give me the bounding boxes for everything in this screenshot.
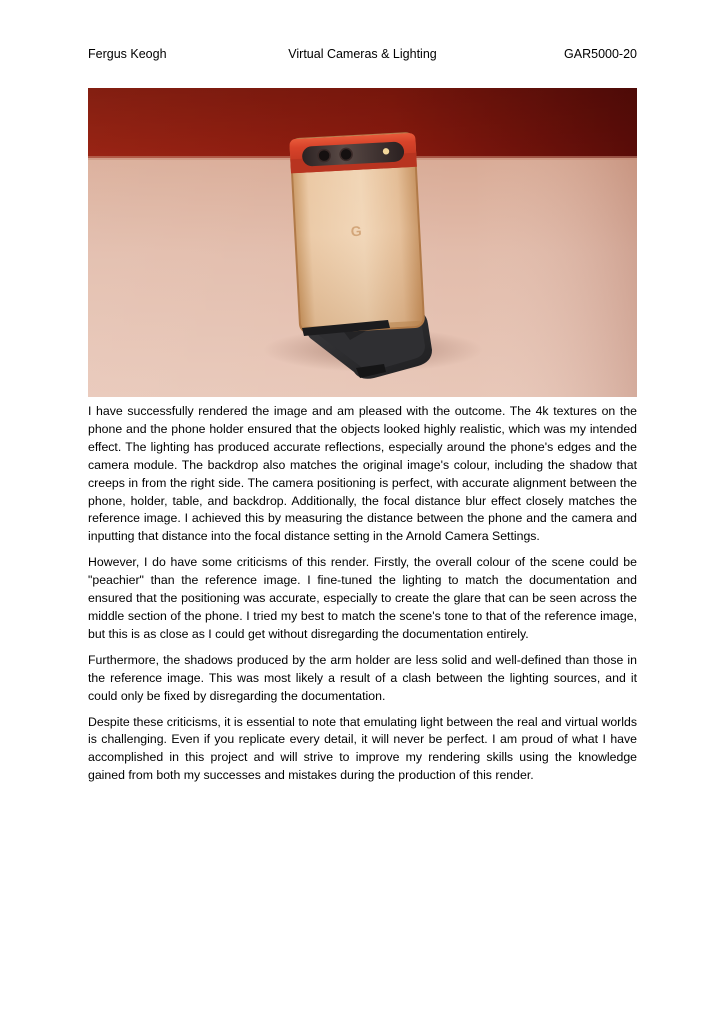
paragraph: Furthermore, the shadows produced by the arm holder are less solid and well-defined than those in the reference image. This was most likely a result of a clash between the lighting sources, and it could only be fixed by disregarding the documentation. xyxy=(88,652,637,703)
render-image xyxy=(88,88,637,397)
paragraph: Despite these criticisms, it is essential to note that emulating light between the real and virtual worlds is challenging. Even if you replicate every detail, it will never be perfect. I am proud of what I have accomplished in this project and will strive to improve my rendering skills using the knowledge gained from both my successes and mistakes during the production of this render. xyxy=(88,714,637,783)
google-logo: G xyxy=(350,222,363,240)
paragraph: However, I do have some criticisms of this render. Firstly, the overall colour of the scene could be "peachier" than the reference image. I fine-tuned the lighting to match the documentation and ensured that the positioning was accurate, especially to create the glare that can be seen across the middle section of the phone. I tried my best to match the scene's tone to that of the reference image, but this is as close as I could get without disregarding the documentation entirely. xyxy=(88,555,637,641)
header-title: Virtual Cameras & Lighting xyxy=(288,47,437,61)
phone-render-illustration xyxy=(88,88,637,397)
camera-lens-icon xyxy=(318,149,331,162)
camera-lens-icon xyxy=(340,148,353,161)
header-module-code: GAR5000-20 xyxy=(564,47,637,61)
body-text xyxy=(88,403,637,793)
paragraph: I have successfully rendered the image and am pleased with the outcome. The 4k textures on the phone and the phone holder ensured that the objects looked highly realistic, which was my intended effect. The lighting has produced accurate reflections, especially around the phone's edges and the camera module. The backdrop also matches the original image's colour, including the shadow that creeps in from the right side. The camera positioning is perfect, with accurate alignment between the phone, holder, table, and backdrop. Additionally, the focal distance blur effect closely matches the reference image. I achieved this by measuring the distance between the phone and the camera and inputting that distance into the focal distance setting in the Arnold Camera Settings. xyxy=(88,404,637,544)
page-header xyxy=(88,46,637,62)
header-author: Fergus Keogh xyxy=(88,47,167,61)
phone xyxy=(289,132,425,334)
